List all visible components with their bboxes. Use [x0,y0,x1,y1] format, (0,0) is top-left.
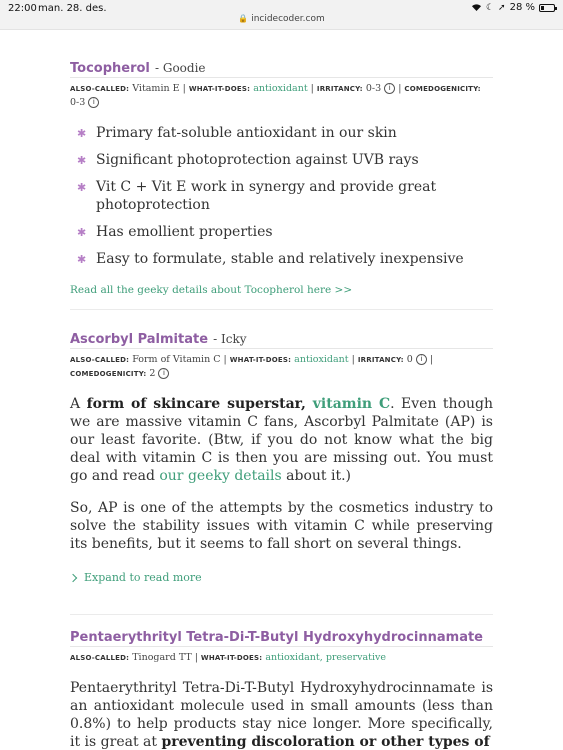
star-icon: ✱ [77,127,87,140]
comedogenicity-label: COMEDOGENICITY: [404,85,481,93]
also-called-value: Form of Vitamin C [132,354,221,365]
what-it-does-link[interactable]: preservative [325,652,386,663]
lock-icon: 🔒 [238,14,249,23]
ingredient-meta: ALSO-CALLED: Tinogard TT | WHAT-IT-DOES: antioxidant, preservative [70,646,493,665]
comedogenicity-value: 2 [149,368,156,379]
list-item: ✱ Easy to formulate, stable and relatively inexpensive [77,251,464,267]
status-time: 22:00 [8,3,37,14]
section-divider [70,309,493,310]
expand-label: Expand to read more [84,571,202,584]
star-icon: ✱ [77,226,87,239]
ingredient-ascorbyl-palmitate [70,328,493,584]
info-icon[interactable]: i [416,354,427,365]
bullet-list [70,124,493,268]
description-paragraph: So, AP is one of the attempts by the cosmetics industry to solve the stability issues with vitamin C while preserving its benefits, but it seems to fall short on several things. [70,500,493,552]
status-date: man. 28. des. [38,3,107,14]
info-icon[interactable]: i [88,97,99,108]
what-it-does-label: WHAT-IT-DOES: [229,356,292,364]
also-called-value: Tinogard TT [132,652,192,663]
comedogenicity-value: 0-3 [70,97,86,108]
also-called-label: ALSO-CALLED: [70,356,130,364]
vitamin-c-link[interactable]: vitamin C [312,396,391,412]
url-text: incidecoder.com [251,14,325,24]
location-icon: ➚ [498,2,506,13]
status-bar [0,0,563,30]
info-icon[interactable]: i [384,83,395,94]
what-it-does-link[interactable]: antioxidant [294,354,349,365]
ingredient-rating: - Goodie [154,61,206,75]
section-divider [70,614,493,615]
address-bar[interactable] [0,14,563,24]
also-called-value: Vitamin E [132,83,180,94]
moon-icon: ☾ [485,2,495,13]
ingredient-meta: ALSO-CALLED: Vitamin E | WHAT-IT-DOES: antioxidant | IRRITANCY: 0-3 i | COMEDOGENICITY: 0-3 i [70,77,493,110]
list-item: ✱ Vit C + Vit E work in synergy and provide great photoprotection [77,179,437,213]
comedogenicity-label: COMEDOGENICITY: [70,370,147,378]
info-icon[interactable]: i [158,368,169,379]
wifi-icon [471,3,482,12]
star-icon: ✱ [77,154,87,167]
expand-button[interactable] [70,571,493,584]
battery-percent: 28 % [509,2,535,13]
star-icon: ✱ [77,253,87,266]
irritancy-value: 0 [406,354,413,365]
description-paragraph: Pentaerythrityl Tetra-Di-T-Butyl Hydroxyhydrocinnamate is an antioxidant molecule used in small amounts (less than 0.8%) to help products stay nice longer. More specifically, it is great at preventing discoloration or other types of [70,680,493,750]
ingredient-pentaerythrityl [70,626,493,750]
ingredient-meta: ALSO-CALLED: Form of Vitamin C | WHAT-IT-DOES: antioxidant | IRRITANCY: 0 i | COMEDOGENICITY: 2 i [70,348,493,381]
ingredient-name[interactable]: Ascorbyl Palmitate [70,332,209,347]
list-item: ✱ Significant photoprotection against UVB rays [77,152,419,168]
what-it-does-label: WHAT-IT-DOES: [200,654,263,662]
ingredient-rating: - Icky [213,332,247,346]
ingredient-name[interactable]: Pentaerythrityl Tetra-Di-T-Butyl Hydroxyhydrocinnamate [70,630,483,645]
battery-icon [539,4,555,12]
chevron-right-icon [69,573,77,581]
star-icon: ✱ [77,181,87,194]
also-called-label: ALSO-CALLED: [70,85,130,93]
geeky-details-link[interactable]: our geeky details [159,468,282,484]
irritancy-value: 0-3 [365,83,382,94]
ingredient-tocopherol [70,57,493,297]
status-indicators [471,2,555,13]
what-it-does-label: WHAT-IT-DOES: [188,85,251,93]
ingredient-name[interactable]: Tocopherol [70,61,150,76]
read-more-link[interactable]: Read all the geeky details about Tocopherol here >> [70,284,353,296]
irritancy-label: IRRITANCY: [357,356,404,364]
irritancy-label: IRRITANCY: [316,85,363,93]
what-it-does-link[interactable]: antioxidant [253,83,308,94]
description-paragraph: A form of skincare superstar, vitamin C. Even though we are massive vitamin C fans, Ascorbyl Palmitate (AP) is our least favorite. (Btw, if you do not know what the big deal with vitamin C is then you are missing out. You must go and read our geeky details about it.) [70,396,493,484]
also-called-label: ALSO-CALLED: [70,654,130,662]
list-item: ✱ Primary fat-soluble antioxidant in our skin [77,125,397,141]
list-item: ✱ Has emollient properties [77,224,273,240]
what-it-does-link[interactable]: antioxidant [265,652,320,663]
